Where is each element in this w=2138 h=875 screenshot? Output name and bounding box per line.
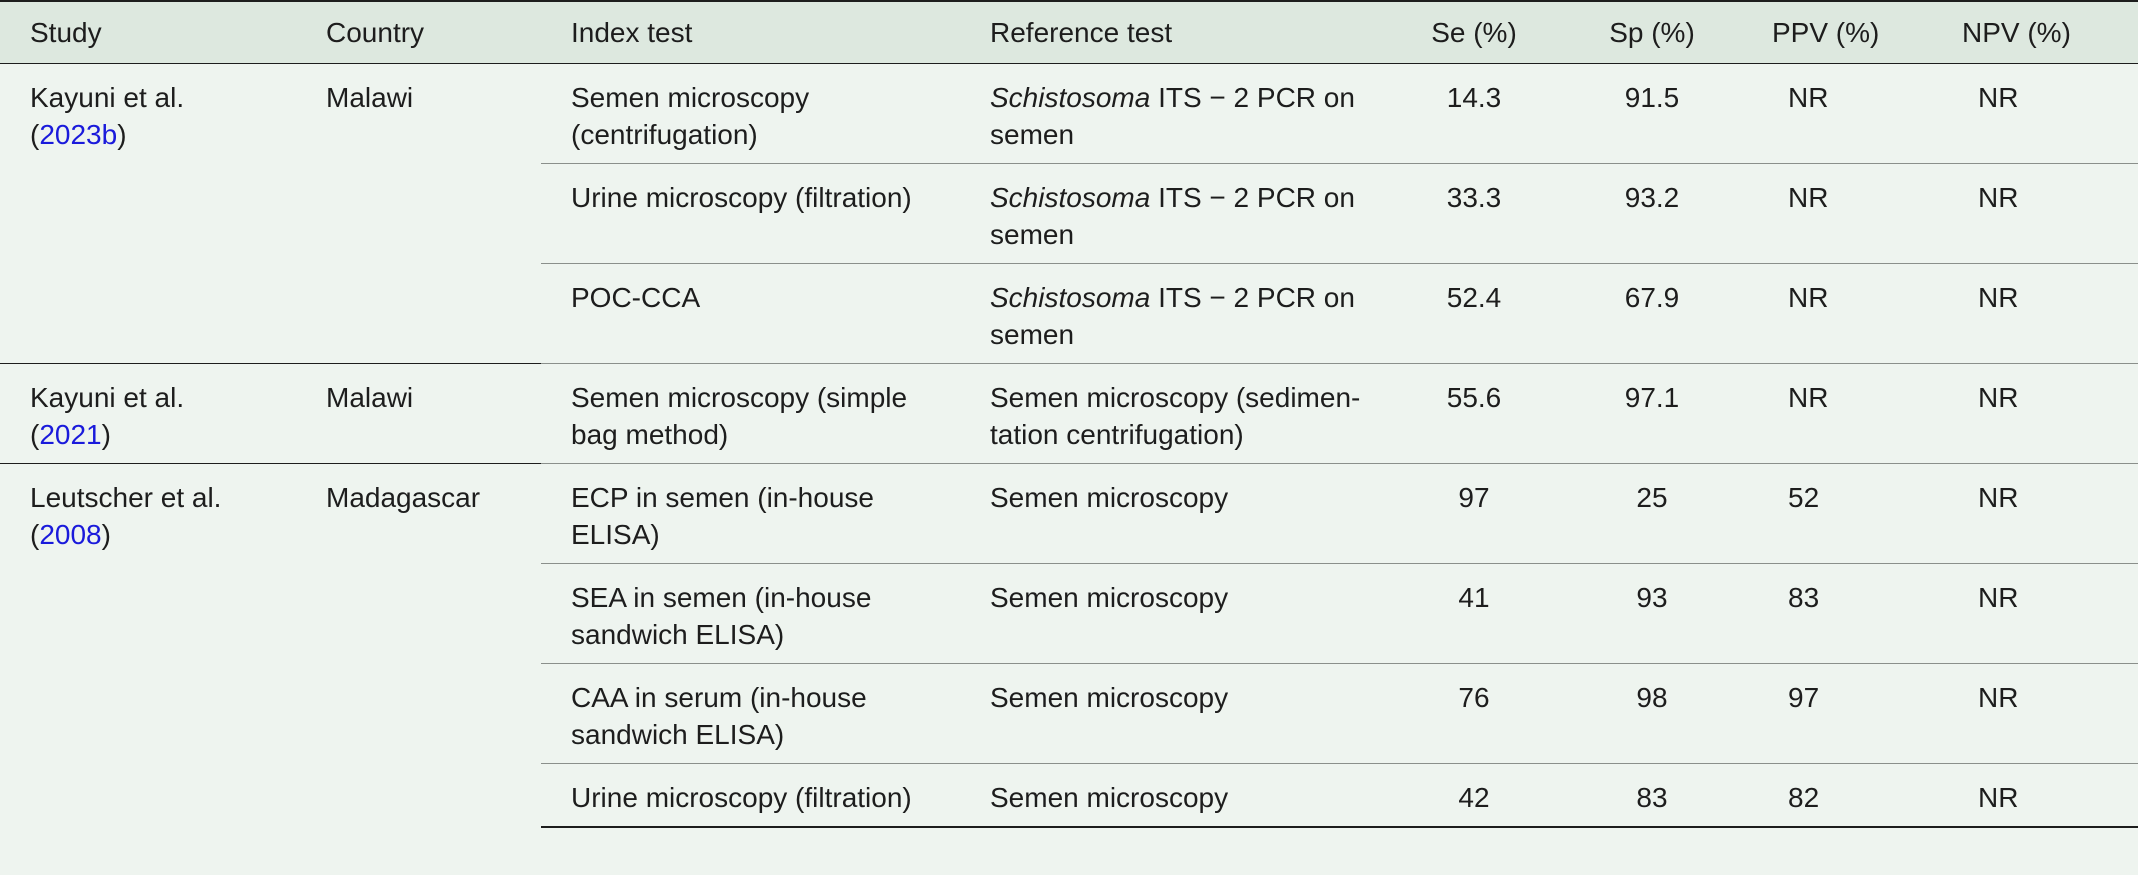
sp-cell: 83: [1568, 763, 1736, 827]
table-row: [0, 363, 2138, 463]
se-cell: 42: [1380, 763, 1568, 827]
reference-test-cell: [960, 563, 1380, 663]
study-year-link[interactable]: 2008: [39, 518, 102, 550]
se-cell: 41: [1380, 563, 1568, 663]
index-test-cell: Semen microscopy (simple bag method): [541, 363, 960, 463]
reference-test-text: Semen microscopy: [990, 581, 1229, 613]
reference-test-text: ITS − 2 PCR on semen: [990, 181, 1355, 250]
ppv-cell: NR: [1736, 263, 1926, 363]
npv-cell: NR: [1926, 763, 2138, 827]
reference-test-text: Semen microscopy: [990, 781, 1229, 813]
npv-cell: NR: [1926, 263, 2138, 363]
sp-cell: 67.9: [1568, 263, 1736, 363]
country-cell: Malawi: [326, 81, 414, 113]
index-test-cell: ECP in semen (in-house ELISA): [541, 463, 960, 563]
se-cell: 76: [1380, 663, 1568, 763]
reference-test-cell: [960, 263, 1380, 363]
ppv-cell: 97: [1736, 663, 1926, 763]
ppv-cell: 83: [1736, 563, 1926, 663]
sp-cell: 97.1: [1568, 363, 1736, 463]
npv-cell: NR: [1926, 663, 2138, 763]
se-cell: 33.3: [1380, 163, 1568, 263]
ppv-cell: NR: [1736, 163, 1926, 263]
table-header-row: [0, 1, 2138, 63]
index-test-cell: Urine microscopy (filtration): [541, 763, 960, 827]
table-row: [0, 463, 2138, 563]
sp-cell: 93.2: [1568, 163, 1736, 263]
se-cell: 14.3: [1380, 63, 1568, 163]
reference-test-text: Semen microscopy: [990, 481, 1229, 513]
header-country: Country: [296, 1, 541, 63]
reference-test-text: ITS − 2 PCR on semen: [990, 81, 1355, 150]
header-npv: NPV (%): [1926, 1, 2138, 63]
reference-test-cell: [960, 363, 1380, 463]
reference-test-organism: Schistosoma: [990, 181, 1151, 213]
study-cell: Leutscher et al. (2008): [0, 463, 296, 827]
header-sp: Sp (%): [1568, 1, 1736, 63]
npv-cell: NR: [1926, 563, 2138, 663]
sp-cell: 25: [1568, 463, 1736, 563]
study-author: Leutscher et al.: [30, 481, 222, 513]
study-author: Kayuni et al.: [30, 381, 185, 413]
study-cell: Kayuni et al. (2023b): [30, 81, 185, 150]
study-author: Kayuni et al.: [30, 81, 185, 113]
reference-test-cell: [960, 163, 1380, 263]
sp-cell: 91.5: [1568, 63, 1736, 163]
index-test-cell: Semen microscopy (centrifugation): [541, 63, 960, 163]
index-test-cell: SEA in semen (in-house sandwich ELISA): [541, 563, 960, 663]
npv-cell: NR: [1926, 163, 2138, 263]
ppv-cell: 82: [1736, 763, 1926, 827]
reference-test-text: ITS − 2 PCR on semen: [990, 281, 1355, 350]
study-year-link[interactable]: 2023b: [39, 118, 118, 150]
reference-test-cell: [960, 663, 1380, 763]
country-cell: Malawi: [296, 363, 541, 463]
header-reference-test: Reference test: [960, 1, 1380, 63]
table-row: [0, 63, 2138, 163]
npv-cell: NR: [1926, 363, 2138, 463]
header-index-test: Index test: [541, 1, 960, 63]
header-study: Study: [0, 1, 296, 63]
reference-test-cell: [960, 763, 1380, 827]
se-cell: 97: [1380, 463, 1568, 563]
reference-test-organism: Schistosoma: [990, 81, 1151, 113]
se-cell: 55.6: [1380, 363, 1568, 463]
reference-test-text: Semen microscopy: [990, 681, 1229, 713]
index-test-cell: Urine microscopy (filtration): [541, 163, 960, 263]
study-cell: Kayuni et al. (2021): [0, 363, 296, 463]
reference-test-organism: Schistosoma: [990, 281, 1151, 313]
sp-cell: 98: [1568, 663, 1736, 763]
index-test-cell: CAA in serum (in-house sandwich ELISA): [541, 663, 960, 763]
header-ppv: PPV (%): [1736, 1, 1926, 63]
header-se: Se (%): [1380, 1, 1568, 63]
index-test-cell: POC-CCA: [541, 263, 960, 363]
sp-cell: 93: [1568, 563, 1736, 663]
reference-test-cell: [960, 463, 1380, 563]
ppv-cell: NR: [1736, 63, 1926, 163]
table-body: [0, 63, 2138, 827]
ppv-cell: NR: [1736, 363, 1926, 463]
country-cell: Madagascar: [296, 463, 541, 827]
ppv-cell: 52: [1736, 463, 1926, 563]
reference-test-text: Semen microscopy (sedimen-tation centrifugation): [990, 381, 1361, 450]
npv-cell: NR: [1926, 463, 2138, 563]
reference-test-cell: [960, 63, 1380, 163]
se-cell: 52.4: [1380, 263, 1568, 363]
npv-cell: NR: [1926, 63, 2138, 163]
study-year-link[interactable]: 2021: [39, 418, 102, 450]
